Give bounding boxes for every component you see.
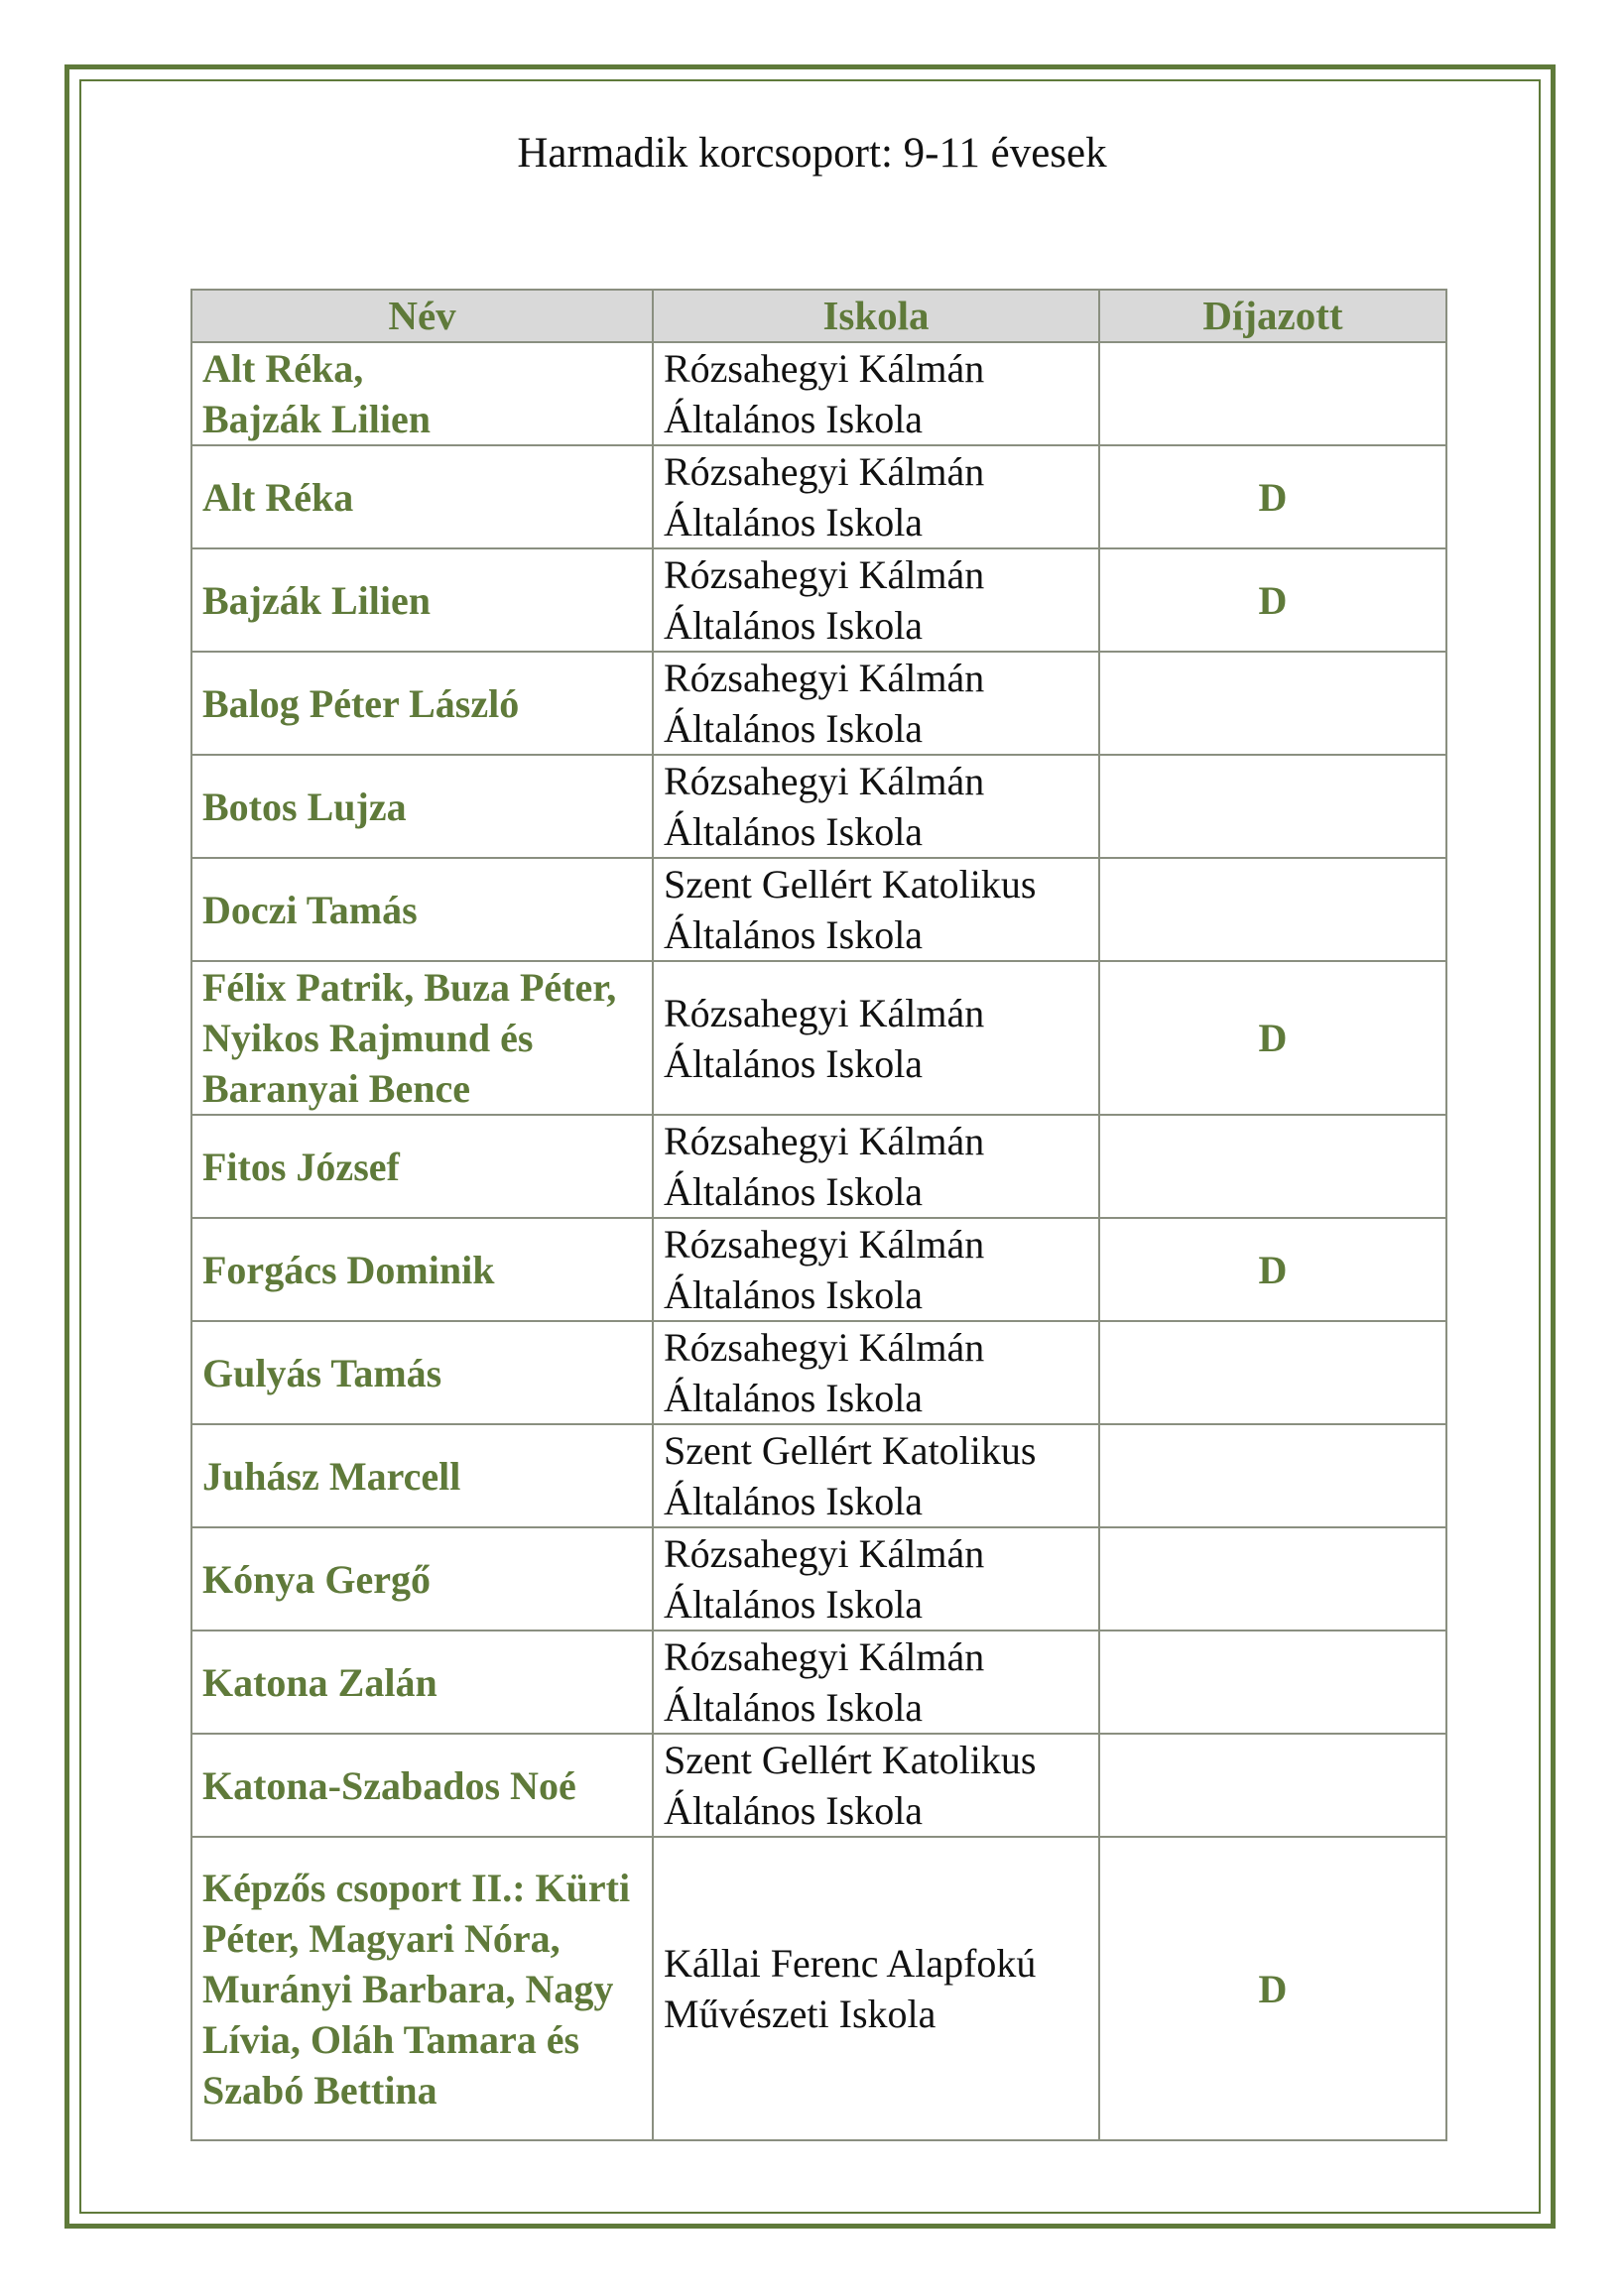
school-name: Rózsahegyi Kálmán Általános Iskola: [653, 342, 1099, 445]
table-row: [191, 1631, 1446, 1734]
school-name: Rózsahegyi Kálmán Általános Iskola: [653, 961, 1099, 1115]
school-name: Szent Gellért Katolikus Általános Iskola: [653, 1424, 1099, 1527]
table-row: [191, 858, 1446, 961]
participant-name: Gulyás Tamás: [191, 1321, 653, 1424]
award-mark: D: [1099, 1218, 1446, 1321]
school-name: Rózsahegyi Kálmán Általános Iskola: [653, 1115, 1099, 1218]
participant-name: Katona Zalán: [191, 1631, 653, 1734]
participant-name: Doczi Tamás: [191, 858, 653, 961]
award-mark: [1099, 1734, 1446, 1837]
participant-name: Alt Réka, Bajzák Lilien: [191, 342, 653, 445]
table-row: [191, 755, 1446, 858]
table-row: [191, 1115, 1446, 1218]
school-name: Rózsahegyi Kálmán Általános Iskola: [653, 1321, 1099, 1424]
results-table: [190, 289, 1447, 2141]
page-title: Harmadik korcsoport: 9-11 évesek: [517, 130, 1107, 177]
participant-name: Fitos József: [191, 1115, 653, 1218]
award-mark: [1099, 1631, 1446, 1734]
participant-name: Bajzák Lilien: [191, 548, 653, 652]
table-row: [191, 652, 1446, 755]
column-header-school: Iskola: [653, 290, 1099, 342]
award-mark: D: [1099, 961, 1446, 1115]
table-row: [191, 1424, 1446, 1527]
table-row: [191, 1218, 1446, 1321]
award-mark: [1099, 1424, 1446, 1527]
column-header-award: Díjazott: [1099, 290, 1446, 342]
award-mark: [1099, 755, 1446, 858]
school-name: Rózsahegyi Kálmán Általános Iskola: [653, 755, 1099, 858]
school-name: Kállai Ferenc Alapfokú Művészeti Iskola: [653, 1837, 1099, 2140]
participant-name: Juhász Marcell: [191, 1424, 653, 1527]
award-mark: [1099, 1321, 1446, 1424]
school-name: Rózsahegyi Kálmán Általános Iskola: [653, 445, 1099, 548]
table-row: [191, 548, 1446, 652]
award-mark: D: [1099, 548, 1446, 652]
table-row: [191, 1837, 1446, 2140]
column-header-name: Név: [191, 290, 653, 342]
school-name: Szent Gellért Katolikus Általános Iskola: [653, 1734, 1099, 1837]
table-row: [191, 342, 1446, 445]
table-row: [191, 1527, 1446, 1631]
table-row: [191, 445, 1446, 548]
participant-name: Balog Péter László: [191, 652, 653, 755]
award-mark: [1099, 1115, 1446, 1218]
participant-name: Alt Réka: [191, 445, 653, 548]
table-row: [191, 961, 1446, 1115]
table-row: [191, 1734, 1446, 1837]
award-mark: [1099, 858, 1446, 961]
school-name: Rózsahegyi Kálmán Általános Iskola: [653, 1218, 1099, 1321]
participant-name: Kónya Gergő: [191, 1527, 653, 1631]
participant-name: Félix Patrik, Buza Péter, Nyikos Rajmund és Baranyai Bence: [191, 961, 653, 1115]
table-header-row: [191, 290, 1446, 342]
school-name: Rózsahegyi Kálmán Általános Iskola: [653, 548, 1099, 652]
award-mark: [1099, 652, 1446, 755]
award-mark: D: [1099, 445, 1446, 548]
participant-name: Forgács Dominik: [191, 1218, 653, 1321]
school-name: Rózsahegyi Kálmán Általános Iskola: [653, 652, 1099, 755]
school-name: Rózsahegyi Kálmán Általános Iskola: [653, 1527, 1099, 1631]
participant-name: Képzős csoport II.: Kürti Péter, Magyari Nóra, Murányi Barbara, Nagy Lívia, Oláh Tamara és Szabó Bettina: [191, 1837, 653, 2140]
award-mark: D: [1099, 1837, 1446, 2140]
participant-name: Katona-Szabados Noé: [191, 1734, 653, 1837]
award-mark: [1099, 342, 1446, 445]
award-mark: [1099, 1527, 1446, 1631]
participant-name: Botos Lujza: [191, 755, 653, 858]
table-row: [191, 1321, 1446, 1424]
school-name: Szent Gellért Katolikus Általános Iskola: [653, 858, 1099, 961]
school-name: Rózsahegyi Kálmán Általános Iskola: [653, 1631, 1099, 1734]
